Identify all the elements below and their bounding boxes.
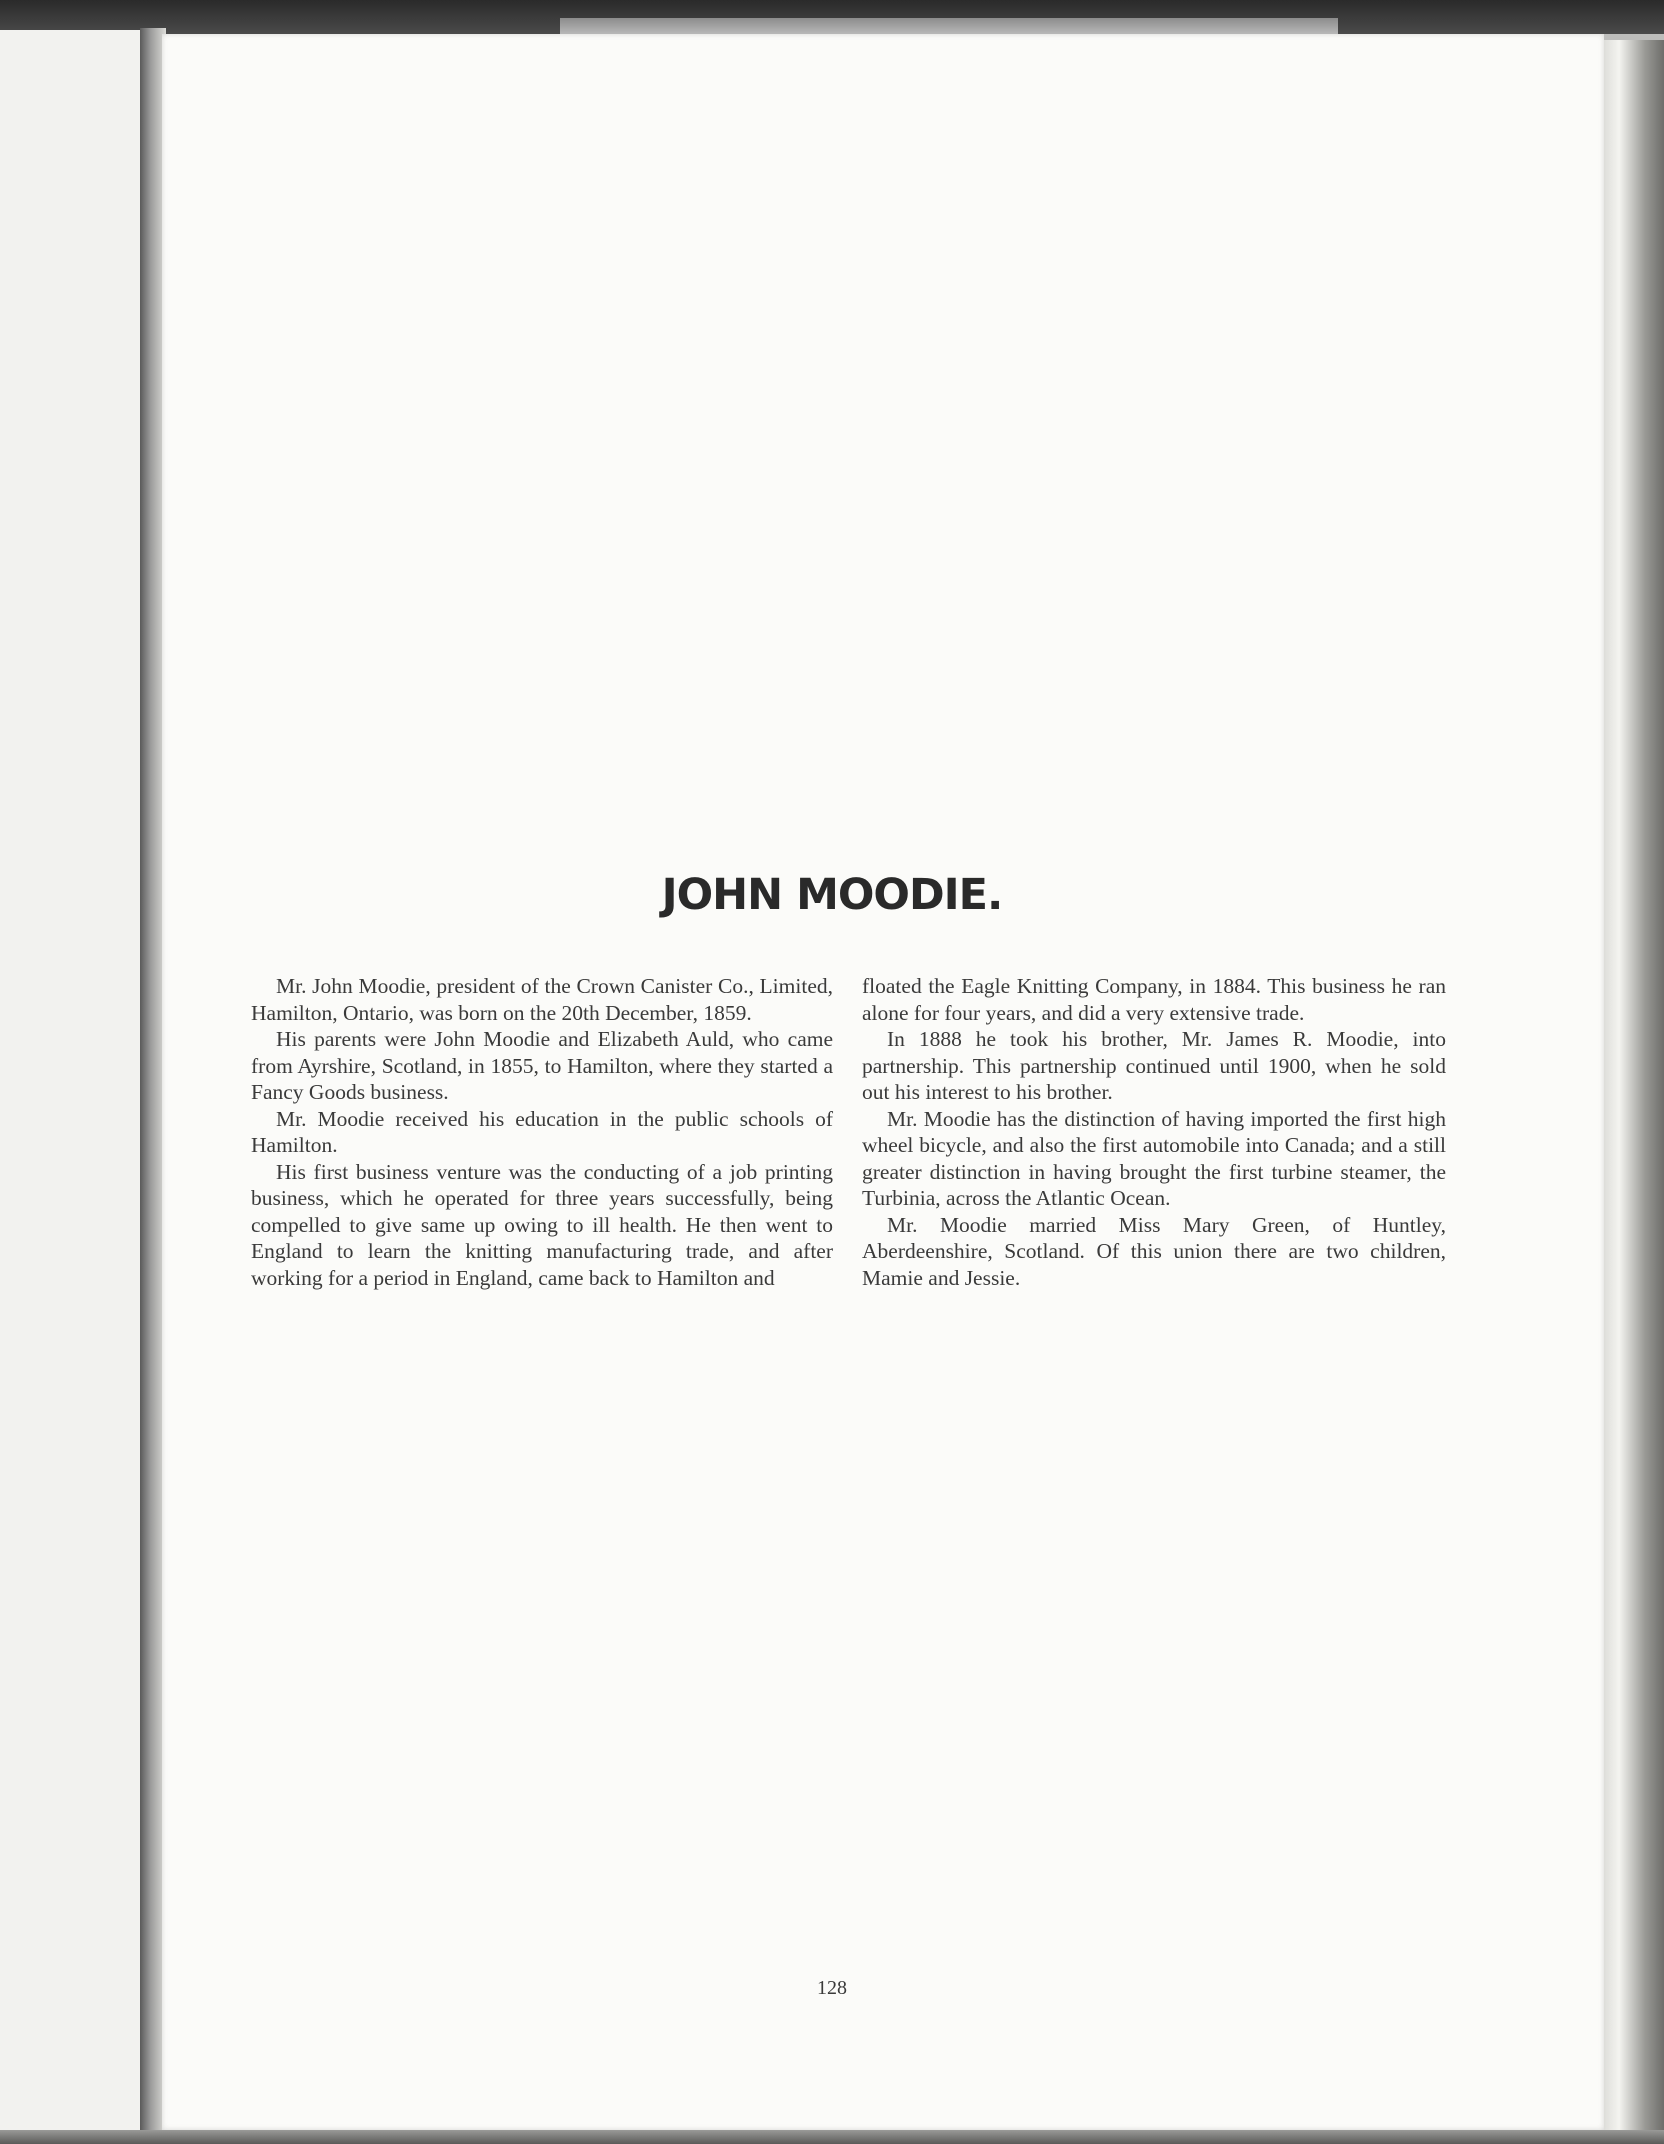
page-number: 128 [817, 1977, 847, 1999]
paragraph: Mr. Moodie has the distinction of having imported the first high wheel bicycle, and also the first automobile into Canada; and a still greater distinction in having brought the first turbine steamer, the Turbinia, across the Atlantic Ocean. [862, 1106, 1446, 1210]
paragraph: His parents were John Moodie and Elizabeth Auld, who came from Ayrshire, Scotland, in 1855, to Hamilton, where they started a Fancy Goods business. [251, 1027, 833, 1104]
scan-top-strip [560, 18, 1338, 34]
left-page-edge [0, 30, 148, 2144]
paragraph: His first business venture was the conducting of a job printing business, which he operated for three years successfully, being compelled to give same up owing to ill health. He then went to England to learn the knitting manufacturing trade, and after working for a period in England, came back to Hamilton and [251, 1159, 833, 1290]
right-text-column [862, 973, 1446, 1291]
paragraph: Mr. Moodie married Miss Mary Green, of Huntley, Aberdeenshire, Scotland. Of this union there are two children, Mamie and Jessie. [862, 1212, 1446, 1290]
left-text-column [251, 973, 833, 1291]
paragraph: Mr. Moodie received his education in the public schools of Hamilton. [251, 1106, 833, 1157]
paragraph: Mr. John Moodie, president of the Crown Canister Co., Limited, Hamilton, Ontario, was born on the 20th December, 1859. [251, 974, 833, 1025]
scan-bottom-border [0, 2130, 1664, 2144]
paragraph-continued: floated the Eagle Knitting Company, in 1884. This business he ran alone for four years, and did a very extensive trade. [862, 974, 1446, 1025]
right-page-edge [1600, 40, 1664, 2144]
page-title: JOHN MOODIE. [661, 870, 1003, 920]
paragraph: In 1888 he took his brother, Mr. James R. Moodie, into partnership. This partnership continued until 1900, when he sold out his interest to his brother. [862, 1027, 1446, 1104]
